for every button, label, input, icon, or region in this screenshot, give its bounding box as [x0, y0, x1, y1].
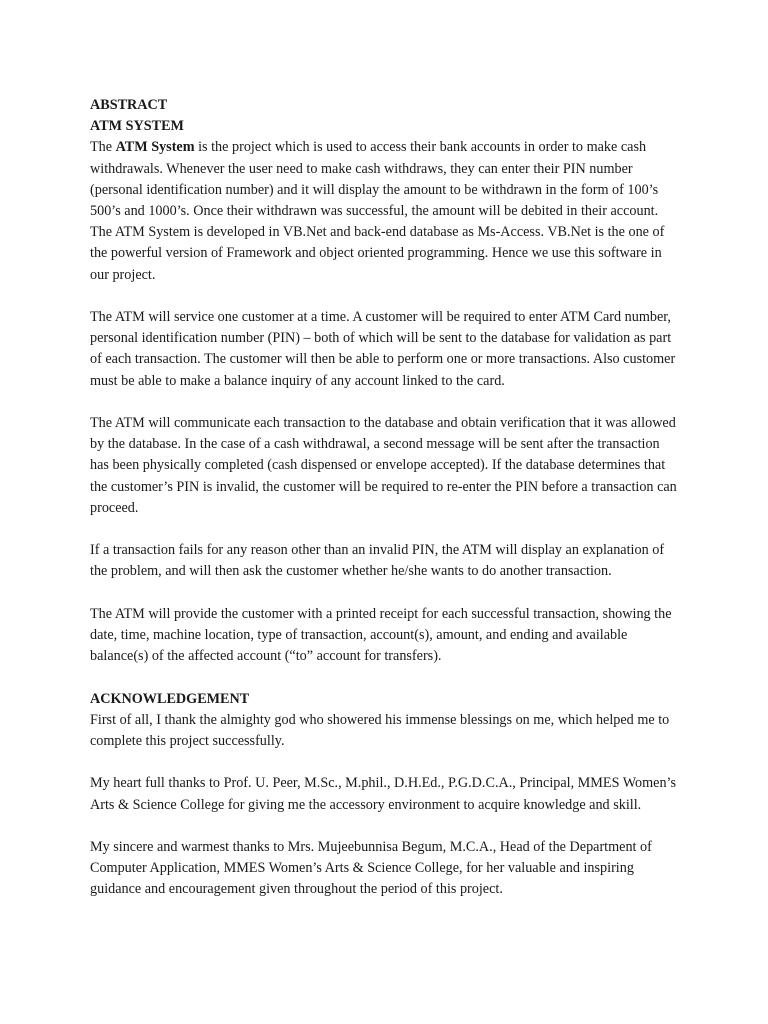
abstract-paragraph-2: The ATM System is developed in VB.Net and back-end database as Ms-Access. VB.Net is the one of the powerful version of Framework and object oriented programming. Hence we use this software in our project.: [90, 224, 665, 283]
abstract-paragraph-3: The ATM will service one customer at a time. A customer will be required to enter ATM Card number, personal identification number (PIN) – both of which will be sent to the database for validation as part of each transaction. The customer will then be able to perform one or more transactions. Also customer must be able to make a balance inquiry of any account linked to the card.: [90, 309, 676, 389]
abstract-heading: ABSTRACT: [90, 97, 168, 113]
document-body: [90, 95, 680, 901]
abstract-paragraph-1: [90, 137, 680, 222]
acknowledgement-paragraph-1: First of all, I thank the almighty god who showered his immense blessings on me, which helped me to complete this project successfully.: [90, 711, 670, 750]
abstract-paragraph-4: The ATM will communicate each transaction to the database and obtain verification that it was allowed by the database. In the case of a cash withdrawal, a second message will be sent after the transaction has been physically completed (cash dispensed or envelope accepted). If the database determines that the customer’s PIN is invalid, the customer will be required to re-enter the PIN before a transaction can proceed.: [90, 415, 677, 516]
abstract-p1-rest: is the project which is used to access their bank accounts in order to make cash withdrawals. Whenever the user need to make cash withdraws, they can enter their PIN number (personal identification number) and it will display the amount to be withdrawn in the form of 100’s 500’s and 1000’s. Once their withdrawn was successful, the amount will be debited in their account.: [90, 139, 659, 220]
acknowledgement-paragraph-2: My heart full thanks to Prof. U. Peer, M.Sc., M.phil., D.H.Ed., P.G.D.C.A., Principal, MMES Women’s Arts & Science College for giving me the accessory environment to acquire knowledge and skill.: [90, 775, 676, 813]
atm-system-subheading: ATM SYSTEM: [90, 118, 184, 135]
abstract-paragraph-5: If a transaction fails for any reason other than an invalid PIN, the ATM will display an explanation of the problem, and will then ask the customer whether he/she wants to do another transaction.: [90, 542, 665, 580]
abstract-paragraph-6: The ATM will provide the customer with a printed receipt for each successful transaction, showing the date, time, machine location, type of transaction, account(s), amount, and ending and available balance(s) of the affected account (“to” account for transfers).: [90, 605, 672, 665]
atm-system-bold-term: ATM System: [115, 139, 195, 156]
abstract-p1-lead: The: [90, 139, 116, 156]
acknowledgement-paragraph-3: My sincere and warmest thanks to Mrs. Mujeebunnisa Begum, M.C.A., Head of the Department of Computer Application, MMES Women’s Arts & Science College, for her valuable and inspiring guidance and encouragement given throughout the period of this project.: [90, 839, 652, 898]
acknowledgement-heading: ACKNOWLEDGEMENT: [90, 690, 250, 707]
